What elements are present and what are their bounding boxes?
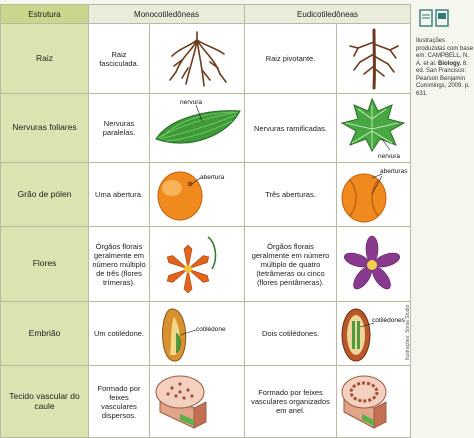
annotation: abertura: [200, 173, 225, 181]
pollen-three-aperture-icon: [338, 164, 410, 226]
mono-stem-icon: [150, 368, 244, 436]
eudi-embryo-illustration: [337, 302, 411, 366]
eudi-text: Dois cotilédones.: [245, 302, 337, 366]
parallel-leaf-icon: [150, 95, 244, 161]
illustration-credit: [416, 38, 474, 98]
row-raiz: [1, 24, 411, 94]
mono-leaf-illustration: [150, 94, 245, 163]
eudi-flower-illustration: [337, 227, 411, 302]
row-nervuras: [1, 94, 411, 163]
row-tecido: [1, 366, 411, 438]
row-label: Grão de pólen: [1, 163, 89, 227]
row-polen: [1, 163, 411, 227]
eudi-leaf-illustration: [337, 94, 411, 163]
eudi-pollen-illustration: [337, 163, 411, 227]
eudi-text: Raiz pivotante.: [245, 24, 337, 94]
row-label: Flores: [1, 227, 89, 302]
mono-text: Um cotilédone.: [89, 302, 150, 366]
mono-seed-icon: [150, 303, 244, 365]
mono-flower-illustration: [150, 227, 245, 302]
comparison-table: [0, 4, 411, 438]
eudi-text: Nervuras ramificadas.: [245, 94, 337, 163]
row-label: Embrião: [1, 302, 89, 366]
eudi-stem-illustration: [337, 366, 411, 438]
netted-leaf-icon: [338, 95, 410, 161]
eudi-text: Formado por feixes vasculares organizados em anel.: [245, 366, 337, 438]
pollen-one-aperture-icon: [150, 164, 244, 226]
row-embriao: [1, 302, 411, 366]
annotation: nervura: [180, 99, 203, 106]
annotation: nervura: [377, 153, 400, 160]
eudi-seed-icon: [338, 303, 410, 365]
credit-line1: Ilustrações produzidas com base em: CAMPBELL, N. A. et al.: [416, 38, 474, 67]
fibrous-root-icon: [152, 26, 242, 92]
mono-text: Órgãos florais geralmente em número múltiplo de três (flores trímeras).: [89, 227, 150, 302]
row-flores: [1, 227, 411, 302]
mono-embryo-illustration: [150, 302, 245, 366]
annotation: aberturas: [379, 167, 407, 175]
row-label: Tecido vascular do caule: [1, 366, 89, 438]
annotation: cotilédone: [196, 325, 226, 333]
mono-text: Nervuras paralelas.: [89, 94, 150, 163]
eudi-root-illustration: [337, 24, 411, 94]
mono-stem-illustration: [150, 366, 245, 438]
credit-book: Biology.: [438, 60, 462, 67]
row-label: Nervuras foliares: [1, 94, 89, 163]
pentamerous-flower-icon: [338, 229, 410, 299]
row-label: Raiz: [1, 24, 89, 94]
credit-line2: 8. ed. San Francisco: Pearson Benjamin Cummings, 2009. p. 631.: [416, 60, 470, 97]
mono-text: Raiz fasciculada.: [89, 24, 150, 94]
annotation: cotilédones: [371, 316, 405, 324]
eudi-text: Órgãos florais geralmente em número múltiplo de quatro (tetrâmeras ou cinco (flores pentâmeras).: [245, 227, 337, 302]
eudi-stem-icon: [338, 368, 410, 436]
mono-root-illustration: [150, 24, 245, 94]
header-mono: Monocotiledôneas: [89, 5, 245, 24]
taproot-icon: [338, 26, 410, 92]
mono-pollen-illustration: [150, 163, 245, 227]
side-credit: Ilustrações: Sonia Studio: [405, 304, 411, 360]
header-eudi: Eudicotiledôneas: [245, 5, 411, 24]
book-icon: [416, 6, 460, 32]
mono-text: Uma abertura.: [89, 163, 150, 227]
trimerous-flower-icon: [150, 229, 244, 299]
header-estrutura: Estrutura: [1, 5, 89, 24]
eudi-text: Três aberturas.: [245, 163, 337, 227]
mono-text: Formado por feixes vasculares dispersos.: [89, 366, 150, 438]
